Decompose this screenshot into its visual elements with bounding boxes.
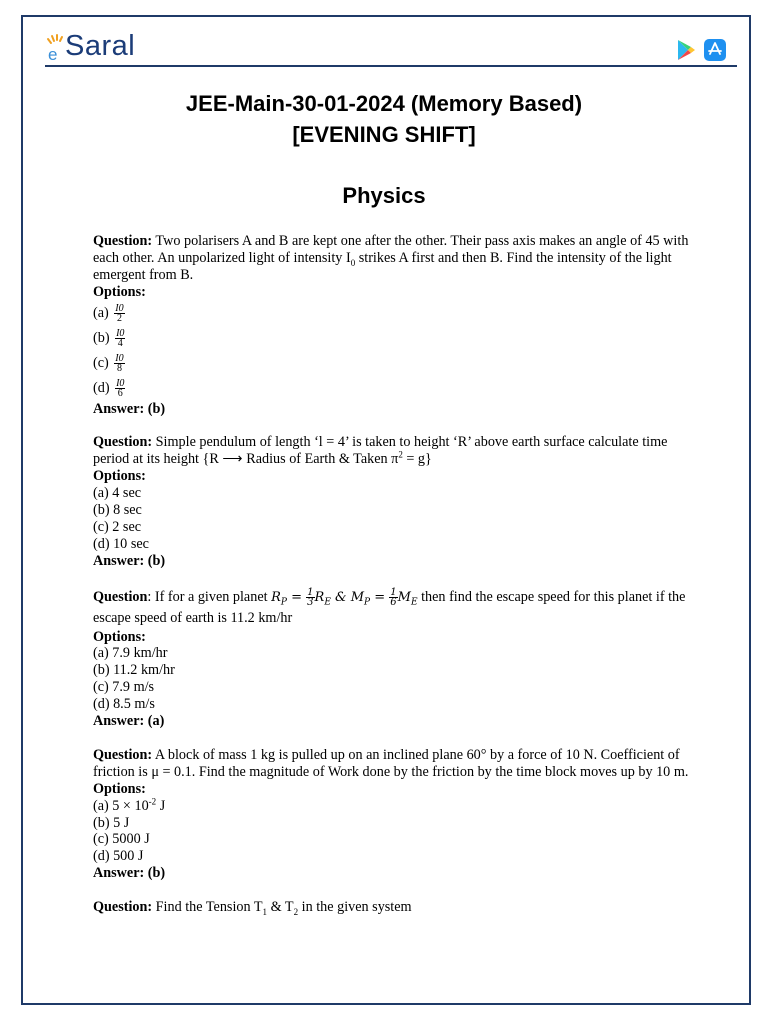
question-text bbox=[93, 747, 693, 781]
option-b bbox=[93, 326, 693, 351]
option-prefix: (b) bbox=[93, 329, 114, 346]
fraction bbox=[114, 354, 124, 373]
question-label: Question bbox=[93, 588, 148, 605]
question-3 bbox=[93, 587, 693, 730]
eq-symbol: R bbox=[271, 589, 281, 605]
question-4 bbox=[93, 747, 693, 882]
subscript: 2 bbox=[293, 906, 299, 917]
header-divider bbox=[45, 65, 737, 67]
answer: Answer: (a) bbox=[93, 713, 165, 730]
option-d: (d) 500 J bbox=[93, 848, 144, 865]
subject-title: Physics bbox=[342, 183, 426, 208]
eq-operator: = bbox=[370, 589, 390, 605]
denominator: 6 bbox=[117, 387, 123, 399]
shift-title: [EVENING SHIFT] bbox=[292, 122, 476, 147]
question-5 bbox=[93, 899, 693, 916]
fraction bbox=[115, 379, 125, 398]
numerator: 1 bbox=[307, 586, 314, 598]
numerator: I0 bbox=[115, 352, 124, 364]
superscript: -2 bbox=[148, 795, 157, 806]
svg-text:e: e bbox=[48, 45, 58, 63]
question-body: Find the Tension T bbox=[152, 899, 263, 916]
option-prefix: (c) bbox=[93, 354, 113, 371]
question-body-end: = g} bbox=[402, 451, 432, 468]
question-label: Question: bbox=[93, 899, 153, 916]
question-label: Question: bbox=[93, 233, 153, 249]
question-list bbox=[93, 233, 693, 933]
denominator: 8 bbox=[116, 362, 122, 374]
question-label: Question: bbox=[93, 434, 153, 451]
option-d: (d) 10 sec bbox=[93, 535, 149, 552]
subscript: P bbox=[280, 597, 287, 608]
numerator: I0 bbox=[116, 327, 125, 339]
question-body-mid: & T bbox=[267, 899, 294, 916]
question-body: Simple pendulum of length ‘l = 4’ is taken to height ‘R’ above earth surface calculate time period at its height {R ⟶ Radius of Earth & Taken π bbox=[93, 434, 668, 468]
exam-title: JEE-Main-30-01-2024 (Memory Based) bbox=[185, 91, 583, 116]
subscript: E bbox=[324, 597, 331, 608]
subscript: P bbox=[364, 597, 371, 608]
numerator: 1 bbox=[390, 586, 397, 598]
superscript: 2 bbox=[398, 449, 403, 460]
app-store-icon[interactable] bbox=[704, 39, 726, 66]
question-body-end: in the given system bbox=[298, 899, 412, 916]
google-play-icon[interactable] bbox=[676, 39, 696, 66]
option-d bbox=[93, 376, 693, 401]
option-a bbox=[93, 301, 693, 326]
question-body: A block of mass 1 kg is pulled up on an inclined plane 60° by a force of 10 N. Coefficient of friction is μ = 0.1. Find the magnitude of Work done by the friction by the time block moves up by 10 m. bbox=[93, 746, 689, 780]
option-b: (b) 8 sec bbox=[93, 502, 142, 519]
brand-name: Saral bbox=[65, 29, 136, 62]
option-text: (a) 5 × 10 bbox=[93, 797, 149, 814]
option-a: (a) 4 sec bbox=[93, 485, 142, 502]
option-d: (d) 8.5 m/s bbox=[93, 696, 155, 713]
options-label: Options: bbox=[93, 780, 146, 797]
answer: Answer: (b) bbox=[93, 865, 166, 882]
options-label: Options: bbox=[93, 283, 146, 300]
options-label: Options: bbox=[93, 628, 146, 645]
answer: Answer: (b) bbox=[93, 400, 166, 417]
denominator: 4 bbox=[117, 337, 123, 349]
option-a: (a) 7.9 km/hr bbox=[93, 645, 168, 662]
option-c: (c) 5000 J bbox=[93, 831, 150, 848]
subscript: 0 bbox=[350, 257, 356, 268]
option-c: (c) 7.9 m/s bbox=[93, 679, 155, 696]
fraction bbox=[115, 329, 125, 348]
esaral-logo-icon bbox=[45, 31, 67, 61]
question-label: Question: bbox=[93, 746, 153, 763]
option-c: (c) 2 sec bbox=[93, 518, 142, 535]
eq-symbol: R bbox=[314, 589, 325, 605]
eq-symbol: M bbox=[397, 589, 411, 605]
option-unit: J bbox=[156, 797, 166, 814]
fraction bbox=[306, 588, 314, 607]
answer: Answer: (b) bbox=[93, 552, 166, 569]
question-text bbox=[93, 434, 693, 468]
option-b: (b) 11.2 km/hr bbox=[93, 662, 175, 679]
option-b: (b) 5 J bbox=[93, 814, 130, 831]
equation bbox=[271, 586, 418, 608]
numerator: I0 bbox=[115, 302, 124, 314]
question-2 bbox=[93, 434, 693, 569]
option-a bbox=[93, 795, 693, 815]
fraction bbox=[114, 304, 124, 323]
question-text bbox=[93, 899, 693, 916]
question-body: : If for a given planet bbox=[147, 588, 272, 605]
subscript: E bbox=[410, 597, 418, 608]
eq-operator: = bbox=[286, 589, 307, 605]
esaral-logo[interactable] bbox=[45, 28, 135, 64]
option-prefix: (a) bbox=[93, 304, 113, 321]
denominator: 3 bbox=[307, 596, 314, 608]
question-text bbox=[93, 233, 693, 284]
denominator: 6 bbox=[390, 596, 397, 608]
eq-symbol: M bbox=[350, 589, 365, 605]
question-body-end: strikes A first and then B. Find the intensity of the light emergent from B. bbox=[93, 249, 672, 283]
question-body-end: then find the escape speed for this planet if the escape speed of earth is 11.2 km/hr bbox=[93, 588, 686, 626]
fraction bbox=[389, 588, 397, 607]
subscript: 1 bbox=[262, 906, 268, 917]
store-links bbox=[676, 39, 726, 66]
options-label: Options: bbox=[93, 468, 146, 485]
denominator: 2 bbox=[116, 312, 122, 324]
option-c bbox=[93, 351, 693, 376]
eq-operator: & bbox=[330, 589, 351, 605]
question-text bbox=[93, 587, 693, 629]
question-body: Two polarisers A and B are kept one after the other. Their pass axis makes an angle of 45 with each other. An unpolarized light of intensity I bbox=[93, 233, 689, 266]
question-1 bbox=[93, 233, 693, 418]
numerator: I0 bbox=[116, 377, 125, 389]
option-prefix: (d) bbox=[93, 379, 114, 396]
